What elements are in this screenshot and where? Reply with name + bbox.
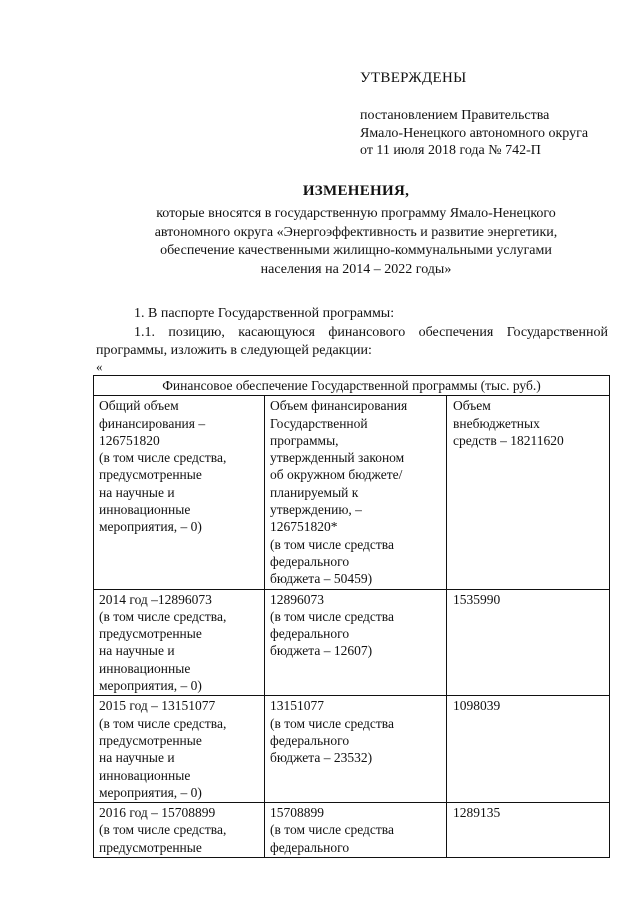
- cell-line: 2015 год – 13151077: [99, 698, 216, 714]
- word: 1.1.: [134, 325, 155, 340]
- table-cell: [94, 696, 265, 803]
- table-row: [94, 589, 610, 696]
- cell-line: на научные и: [99, 643, 175, 659]
- approval-line: от 11 июля 2018 года № 742-П: [360, 143, 541, 158]
- cell-line: 12896073: [270, 591, 324, 607]
- word: обеспечения: [418, 325, 494, 340]
- table-row: [94, 803, 610, 858]
- cell-line: на научные и: [99, 750, 175, 766]
- cell-line: 1535990: [453, 591, 501, 607]
- cell-line: утвержденный законом: [270, 450, 405, 466]
- cell-line: на научные и: [99, 484, 175, 500]
- word: Государственной: [506, 325, 608, 340]
- approval-stamp: [360, 70, 610, 160]
- cell-line: Объем финансирования: [270, 398, 408, 414]
- cell-line: (в том числе средства,: [99, 608, 227, 624]
- word: финансового: [328, 325, 406, 340]
- cell-line: внебюджетных: [453, 415, 540, 431]
- table-cell: [265, 589, 447, 696]
- paragraph-item-1-1: [134, 324, 608, 341]
- cell-line: 2016 год – 15708899: [99, 805, 216, 821]
- cell-line: планируемый к: [270, 484, 359, 500]
- cell-line: инновационные: [99, 502, 191, 518]
- cell-line: мероприятия, – 0): [99, 519, 202, 535]
- cell-line: (в том числе средства,: [99, 450, 227, 466]
- cell-line: 15708899: [270, 805, 324, 821]
- cell-line: мероприятия, – 0): [99, 784, 202, 800]
- cell-line: финансирования –: [99, 415, 206, 431]
- cell-line: бюджета – 23532): [270, 750, 373, 766]
- cell-line: 13151077: [270, 698, 324, 714]
- cell-line: федерального: [270, 553, 350, 569]
- cell-line: федерального: [270, 839, 350, 855]
- cell-line: утверждению, –: [270, 502, 362, 518]
- cell-line: программы,: [270, 432, 339, 448]
- table-cell: [447, 803, 610, 858]
- cell-line: 1289135: [453, 805, 501, 821]
- cell-line: 2014 год –12896073: [99, 591, 212, 607]
- cell-line: предусмотренные: [99, 732, 202, 748]
- cell-line: Государственной: [270, 415, 368, 431]
- financing-table: [93, 375, 610, 858]
- document-subtitle: [96, 205, 616, 279]
- table-cell: [265, 803, 447, 858]
- approval-line: Ямало-Ненецкого автономного округа: [360, 125, 589, 141]
- table-cell: [94, 396, 265, 589]
- approval-line: постановлением Правительства: [360, 108, 550, 123]
- cell-line: (в том числе средства,: [99, 822, 227, 838]
- paragraph-item-1-1-continuation: программы, изложить в следующей редакции:: [96, 343, 372, 358]
- cell-line: (в том числе средства: [270, 536, 394, 552]
- cell-line: (в том числе средства: [270, 822, 394, 838]
- table-cell: [265, 696, 447, 803]
- cell-line: федерального: [270, 732, 350, 748]
- subtitle-line: автономного округа «Энергоэффективность и развитие энергетики,: [154, 224, 558, 240]
- table-cell: [447, 696, 610, 803]
- cell-line: инновационные: [99, 767, 191, 783]
- cell-line: средств – 18211620: [453, 432, 564, 448]
- cell-line: (в том числе средства: [270, 715, 394, 731]
- cell-line: об окружном бюджете/: [270, 467, 403, 483]
- cell-line: мероприятия, – 0): [99, 678, 202, 694]
- cell-line: предусмотренные: [99, 839, 202, 855]
- word: касающуюся: [238, 325, 315, 340]
- cell-line: федерального: [270, 626, 350, 642]
- table-cell: [265, 396, 447, 589]
- paragraph-item-1: 1. В паспорте Государственной программы:: [134, 306, 395, 321]
- cell-line: 1098039: [453, 698, 501, 714]
- cell-line: предусмотренные: [99, 467, 202, 483]
- table-cell: [447, 396, 610, 589]
- table-cell: [94, 803, 265, 858]
- cell-line: 126751820: [99, 432, 160, 448]
- document-title: ИЗМЕНЕНИЯ,: [302, 183, 410, 199]
- cell-line: (в том числе средства: [270, 608, 394, 624]
- cell-line: 126751820*: [270, 519, 338, 535]
- subtitle-line: населения на 2014 – 2022 годы»: [260, 261, 452, 277]
- opening-quote: «: [96, 359, 103, 374]
- table-row: [94, 396, 610, 589]
- cell-line: бюджета – 12607): [270, 643, 373, 659]
- approval-title: УТВЕРЖДЕНЫ: [360, 70, 467, 86]
- cell-line: инновационные: [99, 660, 191, 676]
- cell-line: бюджета – 50459): [270, 571, 373, 587]
- cell-line: (в том числе средства,: [99, 715, 227, 731]
- justified-line: [134, 324, 608, 341]
- cell-line: Общий объем: [99, 398, 179, 414]
- table-header: Финансовое обеспечение Государственной программы (тыс. руб.): [94, 376, 610, 396]
- table-body: [94, 396, 610, 858]
- table-row: [94, 696, 610, 803]
- cell-line: Объем: [453, 398, 491, 414]
- subtitle-line: которые вносятся в государственную программу Ямало-Ненецкого: [156, 206, 556, 221]
- subtitle-line: обеспечение качественными жилищно-коммунальными услугами: [160, 243, 552, 258]
- cell-line: предусмотренные: [99, 626, 202, 642]
- word: позицию,: [168, 325, 225, 340]
- table-cell: [94, 589, 265, 696]
- table-cell: [447, 589, 610, 696]
